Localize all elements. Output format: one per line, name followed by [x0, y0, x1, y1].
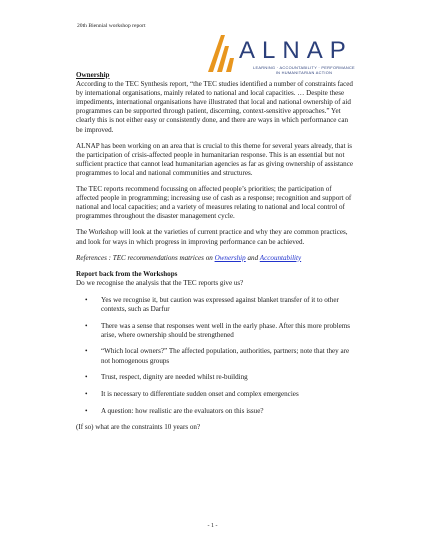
list-item [76, 373, 354, 382]
bullet-icon: • [85, 406, 88, 415]
paragraph-workshop-aims: The Workshop will look at the varieties of current practice and why they are common practices, and look for ways in which progress in improving performance can be achieved. [76, 228, 348, 246]
workshop-findings-list [76, 296, 354, 416]
bullet-icon: • [85, 347, 88, 356]
bullet-icon: • [85, 389, 88, 398]
list-item-text: A question: how realistic are the evaluators on this issue? [101, 406, 264, 415]
section-heading-ownership: Ownership [76, 71, 110, 79]
logo-wordmark: ALNAP [239, 37, 353, 64]
references-prefix: References : TEC recommendations matrices on [76, 253, 215, 262]
references-and: and [245, 253, 260, 262]
bullet-icon: • [85, 295, 88, 304]
closing-question: (If so) what are the constraints 10 years on? [76, 423, 201, 432]
bullet-icon: • [85, 321, 88, 330]
paragraph-tec-recommendations: The TEC reports recommend focussing on affected people’s priorities; the participation of affected people in programming; increasing use of cash as a response; recognition and support of national and local capacities; and a variety of measures relating to national and local control of programmes throughout the disaster management cycle. [76, 185, 352, 221]
question-analysis: Do we recognise the analysis that the TEC reports give us? [76, 278, 244, 287]
alnap-logo-mark [205, 32, 239, 74]
section-heading-report-back: Report back from the Workshops [76, 269, 178, 278]
list-item-text: Trust, respect, dignity are needed whilst re-building [101, 373, 248, 382]
list-item-text: Yes we recognise it, but caution was expressed against blanket transfer of it to other contexts, such as Darfur [101, 295, 339, 313]
list-item [76, 407, 354, 416]
list-item-text: “Which local owners?” The affected population, authorities, partners; note that they are not homogenous groups [101, 347, 350, 365]
paragraph-tec-synthesis: According to the TEC Synthesis report, “the TEC studies identified a number of constraints faced by international organisations, mainly related to national and local capacities. … Despite these impediments, international organisations have illustrated that local and national ownership of aid programmes can be supported through patient, discerning, context-sensitive approaches.” Yet clearly this is not either easy or consistently done, and there are ways in which performance can be improved. [76, 80, 353, 134]
accountability-link[interactable]: Accountability [259, 253, 302, 262]
page-number: - 1 - [207, 523, 218, 529]
page-body [76, 71, 354, 432]
references-line [76, 254, 354, 263]
list-item-text: It is necessary to differentiate sudden onset and complex emergencies [101, 389, 299, 398]
list-item [76, 296, 354, 314]
running-header: 20th Biennial workshop report [77, 23, 146, 29]
paragraph-alnap-participation: ALNAP has been working on an area that is crucial to this theme for several years already, that is the participation of crisis-affected people in humanitarian response. This is an essential but not sufficient practice that cannot lead humanitarian agencies as far as giving ownership of assistance programmes to local and national communities and structures. [76, 141, 354, 177]
list-item [76, 347, 354, 365]
list-item-text: There was a sense that responses went well in the early phase. After this more problems arise, where ownership should be strengthened [101, 321, 350, 339]
logo-tagline-line-2: IN HUMANITARIAN ACTION [275, 70, 333, 75]
ownership-link[interactable]: Ownership [214, 253, 246, 262]
list-item [76, 390, 354, 399]
logo-tagline-line-1: LEARNING · ACCOUNTABILITY · PERFORMANCE [253, 65, 355, 70]
list-item [76, 322, 354, 340]
bullet-icon: • [85, 373, 88, 382]
